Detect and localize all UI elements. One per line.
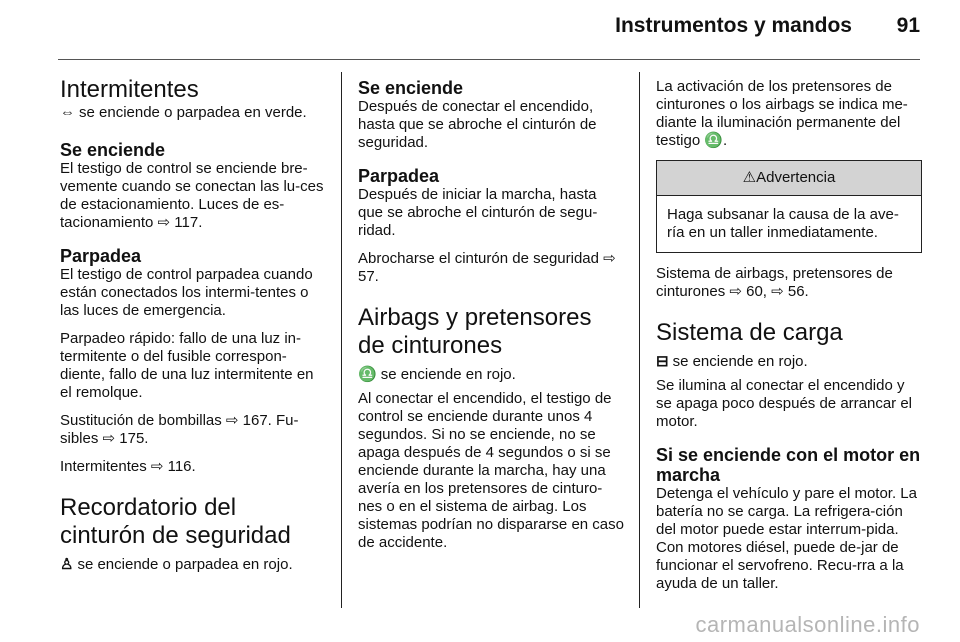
- warning-title: ⚠Advertencia: [657, 161, 921, 196]
- column-divider: [341, 72, 342, 608]
- heading-intermitentes: Intermitentes: [60, 76, 199, 103]
- paragraph: [60, 556, 326, 574]
- paragraph-text: se enciende o parpadea en rojo.: [77, 556, 293, 573]
- paragraph: Sustitución de bombillas ⇨ 167. Fu-sibles ⇨ 175.: [60, 412, 299, 447]
- paragraph: Después de conectar el encendido, hasta que se abroche el cinturón de seguridad.: [358, 98, 597, 151]
- paragraph: Detenga el vehículo y pare el motor. La batería no se carga. La refrigera-ción del motor puede estar interrum-pida. Con motores diésel, puede de-jar de funcionar el servofreno. Recu-rra a la ayuda de un taller.: [656, 485, 917, 592]
- heading-parpadea: Parpadea: [60, 246, 142, 266]
- heading-recordatorio: Recordatorio del cinturón de seguridad: [60, 494, 291, 549]
- paragraph: El testigo de control parpadea cuando están conectados los intermi-tentes o las luces de emergencia.: [60, 266, 313, 319]
- heading-airbags: Airbags y pretensores de cinturones: [358, 304, 592, 359]
- heading-sistema-de-carga: Sistema de carga: [656, 319, 843, 346]
- column-2: [358, 78, 624, 552]
- battery-icon: ⊟: [656, 353, 669, 370]
- heading-se-enciende: Se enciende: [358, 78, 464, 98]
- heading-motor-en-marcha: Si se enciende con el motor en marcha: [656, 445, 921, 485]
- paragraph: Se ilumina al conectar el encendido y se apaga poco después de arrancar el motor.: [656, 377, 913, 430]
- airbag-icon: ♎: [358, 366, 377, 383]
- page-header: [0, 0, 960, 60]
- watermark: carmanualsonline.info: [695, 612, 920, 637]
- heading-parpadea: Parpadea: [358, 166, 440, 186]
- paragraph: Intermitentes ⇨ 116.: [60, 458, 196, 475]
- header-title: Instrumentos y mandos: [615, 14, 852, 37]
- paragraph: El testigo de control se enciende bre-vemente cuando se conectan las lu-ces de estacionamiento. Luces de es-tacionamiento ⇨ 117.: [60, 160, 324, 231]
- warning-box: [656, 160, 922, 253]
- page-number: 91: [896, 14, 920, 37]
- header-rule: [58, 59, 920, 60]
- paragraph: [656, 353, 922, 371]
- paragraph: La activación de los pretensores de cinturones o los airbags se indica me-diante la iluminación permanente del testigo ♎.: [656, 78, 908, 149]
- column-3: [656, 78, 922, 593]
- paragraph-text: se enciende en rojo.: [672, 353, 808, 370]
- heading-se-enciende: Se enciende: [60, 140, 166, 160]
- paragraph: Parpadeo rápido: fallo de una luz in-termitente o del fusible correspon-diente, fallo de una luz intermitente en el remolque.: [60, 330, 314, 401]
- warning-body: Haga subsanar la causa de la ave-ría en un taller inmediatamente.: [667, 206, 899, 241]
- paragraph-text: se enciende en rojo.: [380, 366, 516, 383]
- column-divider: [639, 72, 640, 608]
- paragraph-text: se enciende o parpadea en verde.: [79, 104, 307, 121]
- paragraph: Sistema de airbags, pretensores de cinturones ⇨ 60, ⇨ 56.: [656, 265, 893, 300]
- paragraph: Abrocharse el cinturón de seguridad ⇨ 57.: [358, 250, 616, 285]
- paragraph: Al conectar el encendido, el testigo de control se enciende durante unos 4 segundos. Si no se enciende, no se apaga después de 4 segundos o si se enciende durante la marcha, hay una avería en los pretensores de cinturo-nes o en el sistema de airbag. Los sistemas podrían no dispararse en caso de accidente.: [358, 390, 624, 551]
- paragraph: [358, 366, 624, 384]
- column-1: [60, 76, 326, 574]
- paragraph: [60, 104, 326, 122]
- paragraph: Después de iniciar la marcha, hasta que se abroche el cinturón de segu-ridad.: [358, 186, 598, 239]
- turn-signal-icon: ⇔: [60, 104, 75, 121]
- seat-belt-icon: ♙: [60, 556, 74, 573]
